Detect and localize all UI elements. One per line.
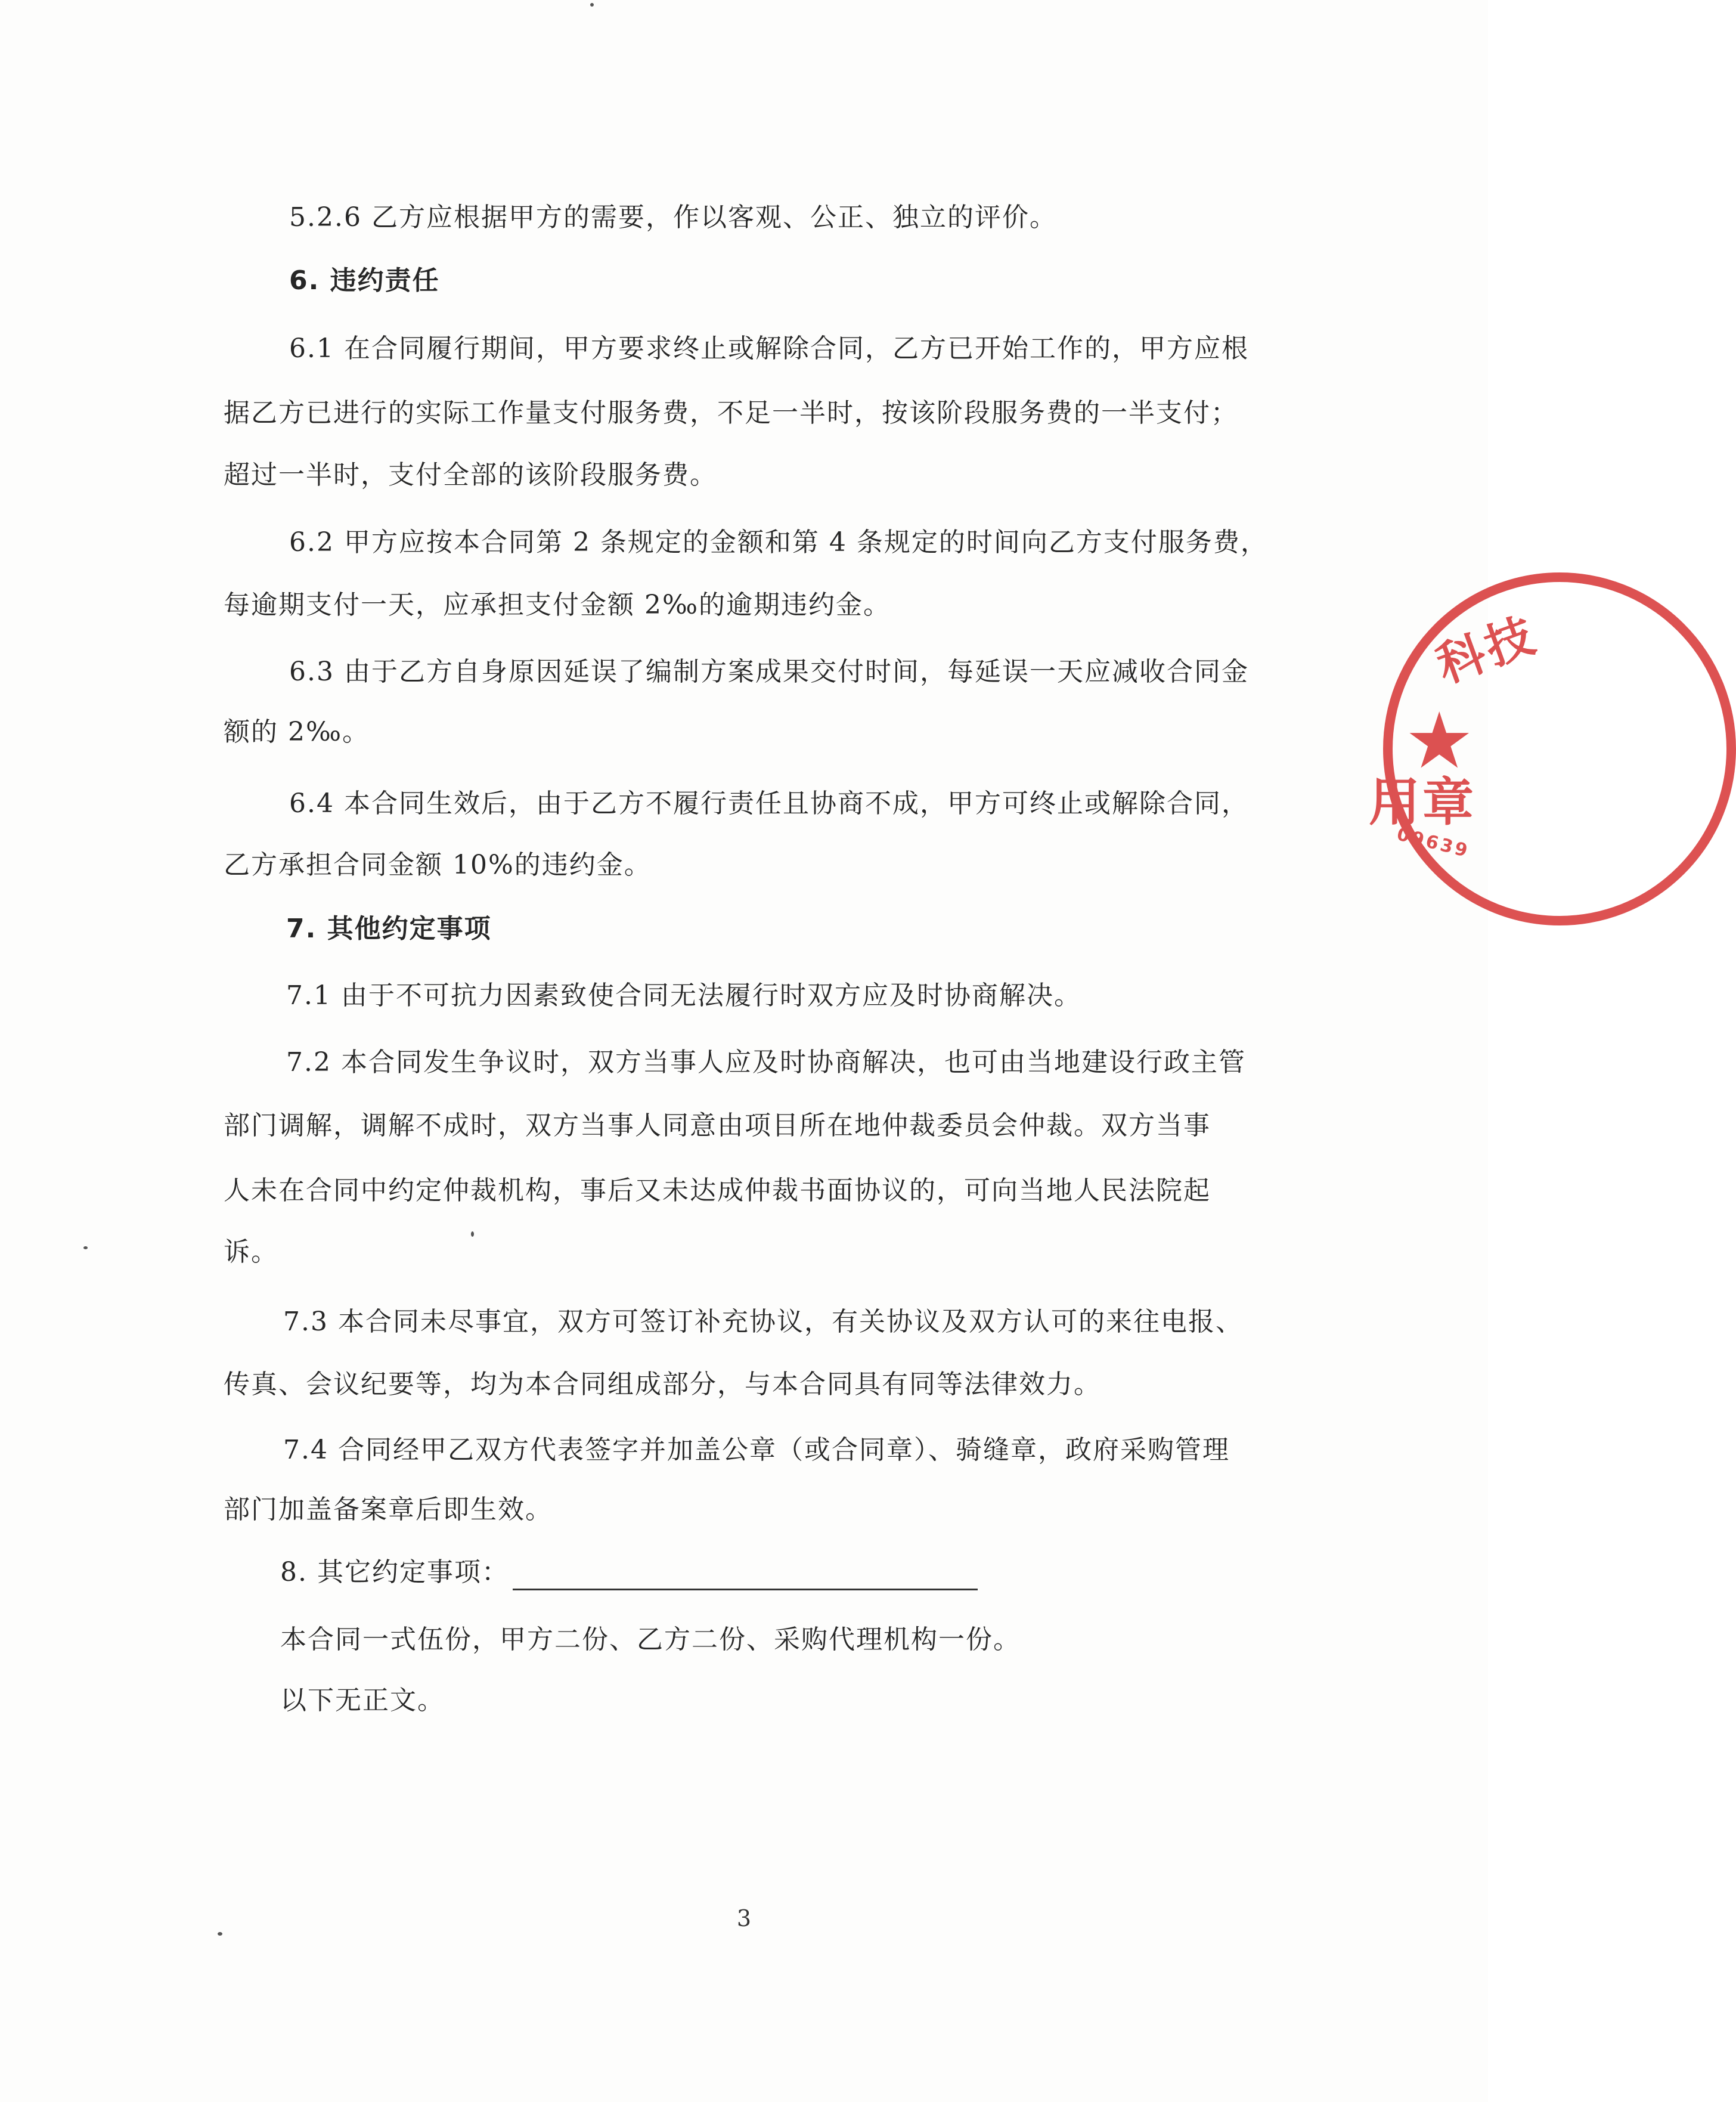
clause-7-4-line-2: 部门加盖备案章后即生效。 <box>224 1494 553 1525</box>
clause-7-3-line-2: 传真、会议纪要等，均为本合同组成部分，与本合同具有同等法律效力。 <box>224 1369 1101 1400</box>
clause-7-2-line-1: 7.2 本合同发生争议时，双方当事人应及时协商解决，也可由当地建设行政主管 <box>286 1047 1246 1078</box>
clause-6-1-line-1: 6.1 在合同履行期间，甲方要求终止或解除合同，乙方已开始工作的，甲方应根 <box>289 333 1249 364</box>
clause-8 <box>280 1555 1368 1590</box>
end-of-text-note: 以下无正文。 <box>280 1685 445 1716</box>
clause-6-1-line-3: 超过一半时，支付全部的该阶段服务费。 <box>224 460 717 490</box>
clause-5-2-6: 5.2.6 乙方应根据甲方的需要，作以客观、公正、独立的评价。 <box>289 202 1057 233</box>
clause-6-3-line-2: 额的 2‰。 <box>224 717 370 747</box>
clause-7-4-line-1: 7.4 合同经甲乙双方代表签字并加盖公章（或合同章）、骑缝章，政府采购管理 <box>283 1435 1230 1465</box>
scan-speck <box>83 1246 88 1249</box>
seal-bottom-text: 用章 <box>1369 773 1476 832</box>
clause-7-2-line-3: 人未在合同中约定仲裁机构，事后又未达成仲裁书面协议的，可向当地人民法院起 <box>224 1175 1211 1206</box>
clause-7-2-line-4: 诉。 <box>224 1237 278 1267</box>
clause-6-1-line-2: 据乙方已进行的实际工作量支付服务费，不足一半时，按该阶段服务费的一半支付； <box>224 398 1238 428</box>
clause-6-2-line-2: 每逾期支付一天，应承担支付金额 2‰的逾期违约金。 <box>224 590 891 620</box>
seal-code: 09639 <box>1394 824 1472 862</box>
scan-speck <box>590 3 594 7</box>
clause-8-label: 8. 其它约定事项： <box>280 1557 509 1587</box>
seal-star-icon: ★ <box>1405 695 1474 786</box>
official-seal <box>1369 572 1736 925</box>
section-heading-7: 7. 其他约定事项 <box>286 914 492 944</box>
clause-6-2-line-1: 6.2 甲方应按本合同第 2 条规定的金额和第 4 条规定的时间向乙方支付服务费， <box>289 527 1268 558</box>
clause-7-2-line-2: 部门调解，调解不成时，双方当事人同意由项目所在地仲裁委员会仲裁。双方当事 <box>224 1110 1211 1141</box>
clause-7-3-line-1: 7.3 本合同未尽事宜，双方可签订补充协议，有关协议及双方认可的来往电报、 <box>283 1307 1243 1337</box>
clause-6-3-line-1: 6.3 由于乙方自身原因延误了编制方案成果交付时间，每延误一天应减收合同金 <box>289 657 1249 687</box>
page-number: 3 <box>736 1905 752 1931</box>
copies-note: 本合同一式伍份，甲方二份、乙方二份、采购代理机构一份。 <box>280 1624 1021 1655</box>
clause-7-1: 7.1 由于不可抗力因素致使合同无法履行时双方应及时协商解决。 <box>286 980 1081 1011</box>
clause-8-blank-line <box>513 1561 978 1590</box>
seal-top-text: 科技 <box>1429 606 1545 694</box>
section-heading-6: 6. 违约责任 <box>289 265 440 296</box>
scan-speck <box>218 1932 222 1936</box>
clause-6-4-line-2: 乙方承担合同金额 10%的违约金。 <box>224 850 652 880</box>
clause-6-4-line-1: 6.4 本合同生效后，由于乙方不履行责任且协商不成，甲方可终止或解除合同， <box>289 788 1249 819</box>
